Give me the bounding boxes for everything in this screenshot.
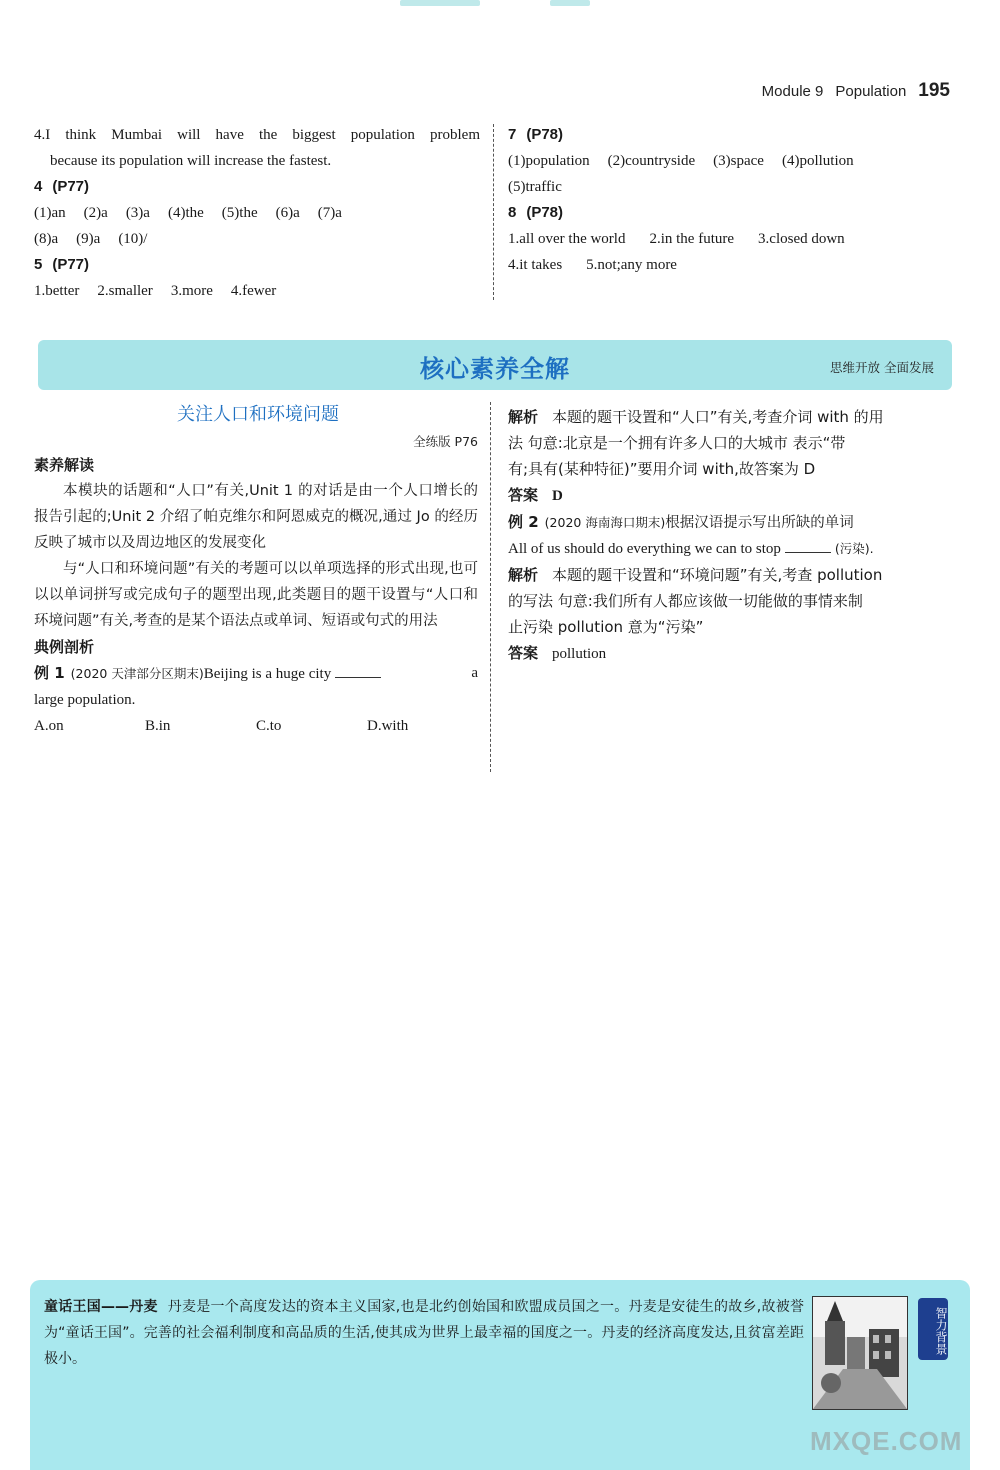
banner-subtitle: 思维开放 全面发展 <box>830 360 934 375</box>
example-1-source: (2020 天津部分区期末) <box>70 666 204 681</box>
left-answer-column <box>34 122 480 304</box>
section-number: 4 <box>34 178 43 195</box>
example-1-label: 例 1 <box>34 664 65 682</box>
explanation-label: 解析 <box>508 408 539 426</box>
answer-cell: (8)a <box>34 231 59 247</box>
left-lower-column <box>34 452 478 739</box>
answer-cell: (2)countryside <box>607 153 696 169</box>
street-scene-illustration <box>813 1297 907 1409</box>
example-2-stem-text: All of us should do everything we can to stop <box>508 541 781 557</box>
interpretation-paragraph-2: 与“人口和环境问题”有关的考题可以以单项选择的形式出现,也可以以单词拼写或完成句子的题型出现,此类题目的题干设置与“人口和环境问题”有关,考查的是某个语法点或单词、短语或句式的用法 <box>34 561 478 629</box>
section-number: 7 <box>508 126 517 143</box>
explanation-text: 本题的题干设置和“人口”有关,考查介词 with 的用 <box>552 408 884 426</box>
example-2-stem <box>508 536 950 562</box>
denmark-street-photo <box>812 1296 908 1410</box>
interpretation-heading: 素养解读 <box>34 456 95 474</box>
answer-value: pollution <box>552 646 607 662</box>
answer-cell: 1.all over the world <box>508 231 626 247</box>
answer-value: D <box>552 488 563 504</box>
answer-section-8-row2 <box>508 252 948 278</box>
module-title: Population <box>835 83 907 100</box>
answer-cell: 1.better <box>34 283 80 299</box>
example-2-hint: (污染). <box>834 541 874 556</box>
explanation-text: 本题的题干设置和“环境问题”有关,考查 pollution <box>552 566 883 584</box>
answer-cell: (3)a <box>125 205 150 221</box>
example-1-options <box>34 713 478 739</box>
example-1-stem-continued: large population. <box>34 692 136 708</box>
option-a: A.on <box>34 718 64 734</box>
watermark-text: MXQE.COM <box>810 1426 963 1456</box>
answer-section-4-row1 <box>34 200 480 226</box>
column-divider-bottom <box>490 402 491 772</box>
answer-cell: (9)a <box>76 231 101 247</box>
section-page: (P77) <box>52 178 90 195</box>
answer-section-5-row <box>34 278 480 304</box>
answer-blank <box>335 663 381 678</box>
answer-section-4-row2 <box>34 226 480 252</box>
option-c: C.to <box>256 718 282 734</box>
example-2-explanation-line3: 止污染 pollution 意为“污染” <box>508 618 704 636</box>
footer-body: 丹麦是一个高度发达的资本主义国家,也是北约创始国和欧盟成员国之一。丹麦是安徒生的故乡,故被誉为“童话王国”。完善的社会福利制度和高品质的生活,使其成为世界上最幸福的国度之一。丹麦的经济高度发达,且贫富差距极小。 <box>44 1299 804 1367</box>
answer-cell: (2)a <box>83 205 108 221</box>
answer-section-8-heading <box>508 200 948 226</box>
interpretation-paragraph-1: 本模块的话题和“人口”有关,Unit 1 的对话是由一个人口增长的报告引起的;Unit 2 介绍了帕克维尔和阿恩威克的概况,通过 Jo 的经历反映了城市以及周边地区的发展变化 <box>34 483 478 551</box>
right-lower-column <box>508 404 950 667</box>
answer-cell: (6)a <box>275 205 300 221</box>
example-1-stem-text: Beijing is a huge city <box>203 666 332 682</box>
example-1-explanation-line1 <box>508 404 950 430</box>
explanation-label: 解析 <box>508 566 539 584</box>
answer-cell: 2.in the future <box>649 231 735 247</box>
side-tag: 智力背景 <box>918 1298 948 1360</box>
answer-cell: (4)pollution <box>781 153 854 169</box>
answer-label: 答案 <box>508 486 539 504</box>
answer-section-4-heading <box>34 174 480 200</box>
option-d: D.with <box>367 718 409 734</box>
example-1-explanation-line2: 法 句意:北京是一个拥有许多人口的大城市 表示“带 <box>508 434 846 452</box>
answer-label: 答案 <box>508 644 539 662</box>
section-page: (P78) <box>526 204 564 221</box>
example-2-explanation-line1 <box>508 562 950 588</box>
answer-cell: (7)a <box>317 205 342 221</box>
example-1-stem-end: a <box>471 665 478 681</box>
answer-cell: (1)an <box>34 205 66 221</box>
footer-text-block <box>44 1294 804 1372</box>
option-b: B.in <box>145 718 171 734</box>
answer-cell: (3)space <box>713 153 764 169</box>
running-head <box>762 80 950 102</box>
section-page: (P78) <box>526 126 564 143</box>
section-page: (P77) <box>52 256 90 273</box>
answer-item-4-line1: 4.I think Mumbai will have the biggest population problem <box>34 127 480 143</box>
answer-cell: (5)the <box>221 205 258 221</box>
footer-heading: 童话王国——丹麦 <box>44 1299 158 1315</box>
answer-cell: 3.closed down <box>758 231 845 247</box>
example-1-stem <box>34 660 478 687</box>
module-label: Module 9 <box>761 83 824 100</box>
answer-item-4-line2: because its population will increase the fastest. <box>50 153 332 169</box>
example-2-answer <box>508 640 950 667</box>
answer-section-7-heading <box>508 122 948 148</box>
analysis-heading: 典例剖析 <box>34 638 95 656</box>
answer-cell: (10)/ <box>118 231 148 247</box>
example-2-instruction: 根据汉语提示写出所缺的单词 <box>665 515 854 531</box>
core-literacy-banner <box>38 340 952 390</box>
answer-cell: 3.more <box>170 283 213 299</box>
answer-cell: 2.smaller <box>97 283 153 299</box>
section-number: 5 <box>34 256 43 273</box>
answer-cell: 5.not;any more <box>586 257 677 273</box>
example-2-label: 例 2 <box>508 513 539 531</box>
section-number: 8 <box>508 204 517 221</box>
example-2-explanation-line2: 的写法 句意:我们所有人都应该做一切能做的事情来制 <box>508 592 863 610</box>
answer-cell: (4)the <box>167 205 204 221</box>
answer-section-5-heading <box>34 252 480 278</box>
section-title: 关注人口和环境问题 <box>177 404 339 425</box>
example-2-heading <box>508 509 950 536</box>
banner-title: 核心素养全解 <box>420 355 570 383</box>
answer-cell: (1)population <box>508 153 590 169</box>
example-1-explanation-line3: 有;具有(某种特征)”要用介词 with,故答案为 D <box>508 460 816 478</box>
answer-section-8-row1 <box>508 226 948 252</box>
page-number: 195 <box>918 80 950 101</box>
answer-cell: 4.fewer <box>230 283 277 299</box>
example-2-source: (2020 海南海口期末) <box>544 515 666 530</box>
top-decoration <box>400 0 600 8</box>
right-answer-column <box>508 122 948 278</box>
answer-section-7-row1 <box>508 148 948 174</box>
answer-cell: 4.it takes <box>508 257 563 273</box>
example-1-answer <box>508 482 950 509</box>
answer-blank <box>785 538 831 553</box>
section-source: 全练版 P76 <box>413 434 478 449</box>
answer-section-7-row2: (5)traffic <box>508 179 562 195</box>
column-divider-top <box>493 124 494 300</box>
